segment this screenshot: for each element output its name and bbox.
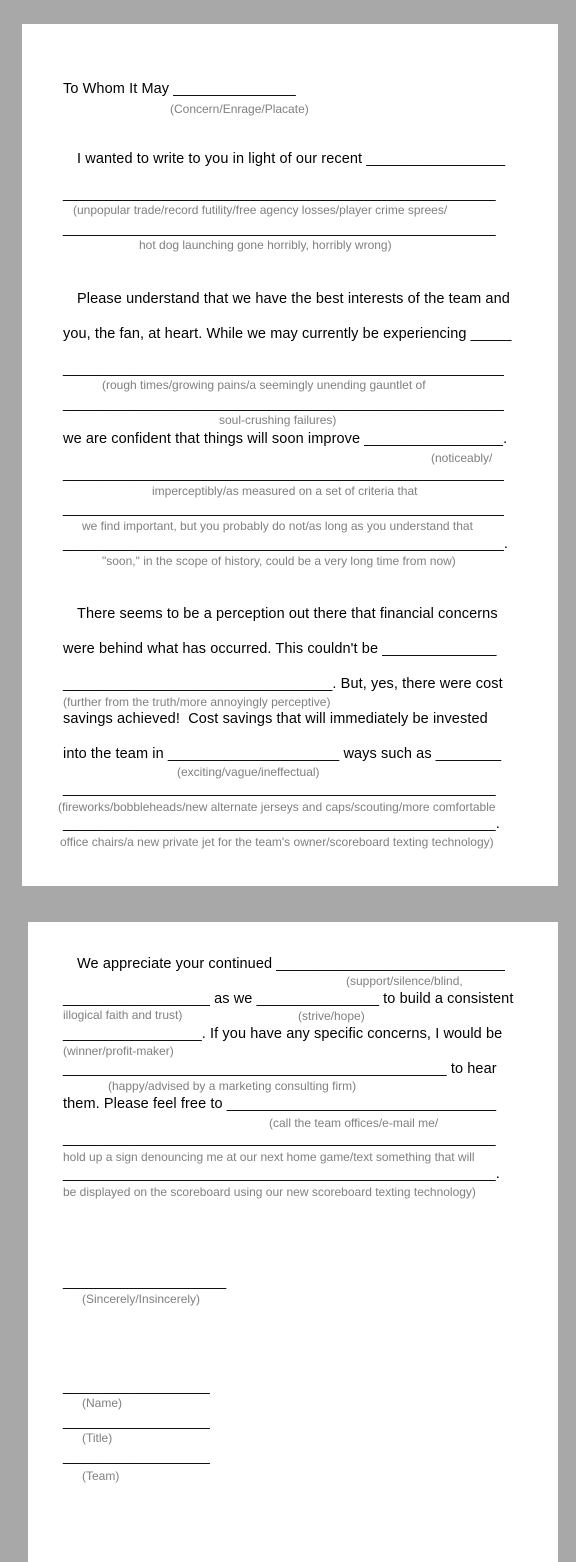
letter-line: _________________________________. But, yes, there were cost xyxy=(63,676,503,692)
hint: we find important, but you probably do not/as long as you understand that xyxy=(82,519,473,533)
blank-line: ______________________________________________________ xyxy=(63,396,504,412)
hint: (further from the truth/more annoyingly perceptive) xyxy=(63,695,331,709)
letter-page-2 xyxy=(28,922,558,1562)
team-line: __________________ xyxy=(63,1449,210,1465)
blank-line: ______________________________________________________ xyxy=(63,466,504,482)
hint: (exciting/vague/ineffectual) xyxy=(177,765,320,779)
blank-line: _____________________________________________________ xyxy=(63,186,496,202)
letter-line: __________________ as we _______________ to build a consistent xyxy=(63,991,514,1007)
blank-line: _____________________________________________________ xyxy=(63,221,496,237)
blank-line: _____________________________________________________ xyxy=(63,781,496,797)
hint: illogical faith and trust) xyxy=(63,1008,183,1022)
blank-line: ______________________________________________________ xyxy=(63,501,504,517)
hint: (strive/hope) xyxy=(298,1009,365,1023)
letter-line: savings achieved! Cost savings that will immediately be invested xyxy=(63,711,488,727)
hint: hot dog launching gone horribly, horribly wrong) xyxy=(139,238,392,252)
hint: (support/silence/blind, xyxy=(346,974,463,988)
closing-line: ____________________ xyxy=(63,1274,227,1290)
hint: (winner/profit-maker) xyxy=(63,1044,174,1058)
hint: (Name) xyxy=(82,1396,123,1410)
hint: (happy/advised by a marketing consulting firm) xyxy=(108,1079,357,1093)
hint: "soon," in the scope of history, could be a very long time from now) xyxy=(102,554,456,568)
letter-line: I wanted to write to you in light of our recent _________________ xyxy=(77,151,506,167)
salutation-line: To Whom It May _______________ xyxy=(63,81,296,97)
hint: (unpopular trade/record futility/free agency losses/player crime sprees/ xyxy=(73,203,448,217)
letter-page-1 xyxy=(22,24,558,886)
blank-line: _____________________________________________________. xyxy=(63,1166,500,1182)
hint: soul-crushing failures) xyxy=(219,413,337,427)
hint: (Concern/Enrage/Placate) xyxy=(170,102,309,116)
hint: imperceptibly/as measured on a set of criteria that xyxy=(152,484,418,498)
letter-line: them. Please feel free to _________________________________ xyxy=(63,1096,497,1112)
letter-line: Please understand that we have the best interests of the team and xyxy=(77,291,510,307)
hint: (Team) xyxy=(82,1469,120,1483)
title-line: __________________ xyxy=(63,1414,210,1430)
hint: (call the team offices/e-mail me/ xyxy=(269,1116,439,1130)
hint: (Sincerely/Insincerely) xyxy=(82,1292,201,1306)
letter-line: _________________. If you have any specific concerns, I would be xyxy=(63,1026,503,1042)
letter-line: We appreciate your continued ____________________________ xyxy=(77,956,505,972)
blank-line: _____________________________________________________. xyxy=(63,816,500,832)
blank-line: _____________________________________________________ xyxy=(63,1131,496,1147)
letter-line: into the team in _____________________ ways such as ________ xyxy=(63,746,502,762)
letter-line: There seems to be a perception out there that financial concerns xyxy=(77,606,498,622)
hint: (noticeably/ xyxy=(431,451,493,465)
letter-line: we are confident that things will soon improve _________________. xyxy=(63,431,508,447)
hint: office chairs/a new private jet for the team's owner/scoreboard texting technology) xyxy=(60,835,494,849)
blank-line: ______________________________________________________ xyxy=(63,361,504,377)
hint: (rough times/growing pains/a seemingly unending gauntlet of xyxy=(102,378,426,392)
letter-line: _______________________________________________ to hear xyxy=(63,1061,497,1077)
hint: hold up a sign denouncing me at our next home game/text something that will xyxy=(63,1150,475,1164)
name-line: __________________ xyxy=(63,1379,210,1395)
hint: (fireworks/bobbleheads/new alternate jerseys and caps/scouting/more comfortable xyxy=(58,800,496,814)
blank-line: ______________________________________________________. xyxy=(63,536,508,552)
hint: (Title) xyxy=(82,1431,113,1445)
letter-line: were behind what has occurred. This couldn't be ______________ xyxy=(63,641,497,657)
hint: be displayed on the scoreboard using our new scoreboard texting technology) xyxy=(63,1185,476,1199)
letter-line: you, the fan, at heart. While we may currently be experiencing _____ xyxy=(63,326,512,342)
